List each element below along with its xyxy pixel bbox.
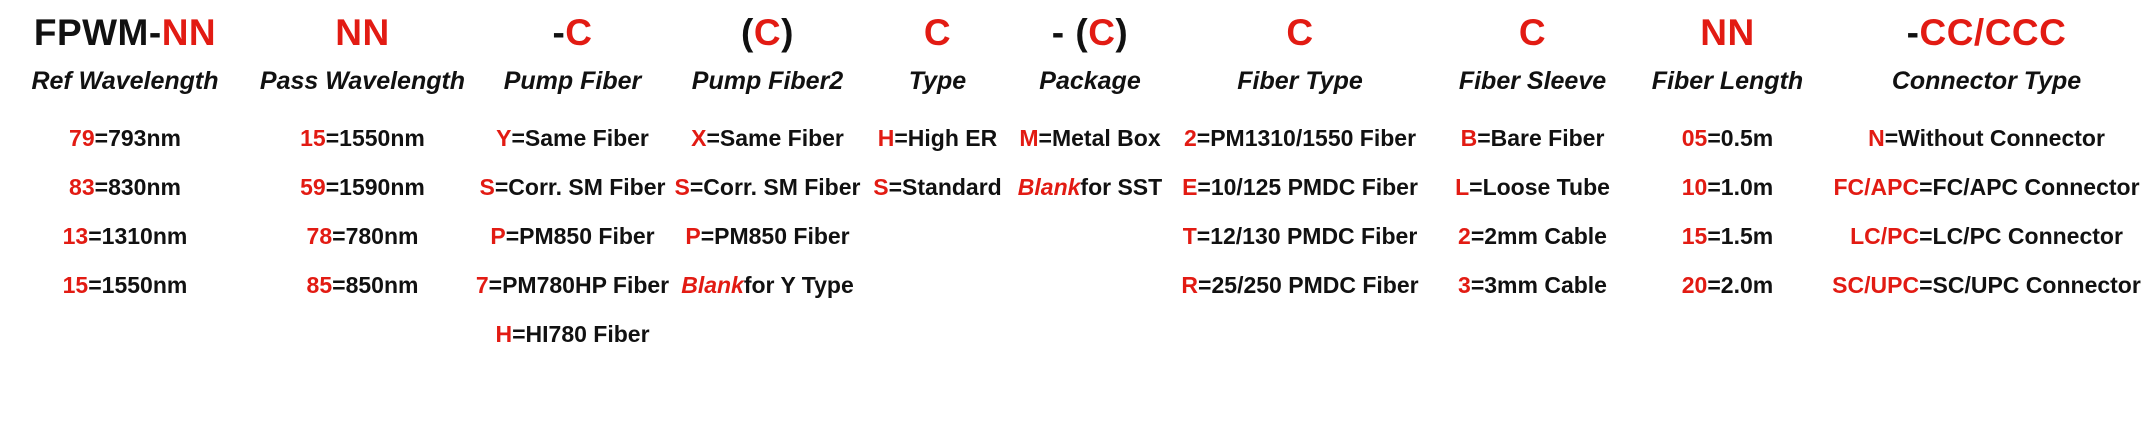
option-description: 850nm bbox=[345, 272, 419, 298]
option-separator: = bbox=[325, 174, 340, 200]
option-code: R bbox=[1181, 272, 1199, 298]
column-code bbox=[1907, 6, 2067, 58]
code-token: C bbox=[753, 11, 782, 53]
option-description: 780nm bbox=[345, 223, 419, 249]
column-header bbox=[1237, 58, 1363, 104]
column-header-text: Type bbox=[908, 66, 967, 95]
option-code: 20 bbox=[1681, 272, 1708, 298]
option-row bbox=[1455, 163, 1610, 212]
option-code: 79 bbox=[69, 125, 95, 151]
column-code-text bbox=[1906, 11, 2067, 53]
code-token: C bbox=[1286, 11, 1314, 53]
option-code: FC/APC bbox=[1833, 174, 1920, 200]
option-code: T bbox=[1182, 223, 1197, 249]
option-separator: = bbox=[689, 174, 704, 200]
option-row bbox=[476, 261, 669, 310]
option-row bbox=[1184, 114, 1416, 163]
column-code-text bbox=[1051, 11, 1129, 53]
column-header bbox=[31, 58, 218, 104]
column-code bbox=[924, 6, 951, 58]
column-code-text bbox=[1518, 11, 1547, 53]
option-row bbox=[1461, 114, 1605, 163]
option-separator: = bbox=[88, 272, 102, 298]
option-code: LC/PC bbox=[1850, 223, 1920, 249]
option-separator: = bbox=[325, 125, 340, 151]
option-row bbox=[63, 212, 188, 261]
option-separator: = bbox=[505, 223, 520, 249]
option-description: 3mm Cable bbox=[1484, 272, 1607, 298]
column-header bbox=[1459, 58, 1606, 104]
option-separator: = bbox=[706, 125, 720, 151]
option-code: 10 bbox=[1681, 174, 1708, 200]
option-description: SC/UPC Connector bbox=[1932, 272, 2141, 298]
option-code: 83 bbox=[69, 174, 95, 200]
option-code: H bbox=[877, 125, 895, 151]
option-row bbox=[1019, 114, 1160, 163]
option-code: N bbox=[1868, 125, 1885, 151]
code-token: NN bbox=[1700, 11, 1755, 53]
option-row bbox=[1850, 212, 2123, 261]
option-code: Blank bbox=[1017, 174, 1081, 200]
option-description: HI780 Fiber bbox=[525, 321, 650, 347]
column-code-text bbox=[923, 11, 952, 53]
option-description: PM780HP Fiber bbox=[502, 272, 670, 298]
option-row bbox=[878, 114, 998, 163]
option-code: 15 bbox=[300, 125, 326, 151]
option-description: 830nm bbox=[108, 174, 181, 200]
part-number-column bbox=[865, 6, 1010, 212]
column-header bbox=[504, 58, 642, 104]
option-separator: = bbox=[1477, 125, 1491, 151]
option-code: B bbox=[1460, 125, 1478, 151]
column-header-text: Fiber Type bbox=[1237, 66, 1363, 95]
code-prefix: - ( bbox=[1051, 11, 1089, 53]
column-options bbox=[865, 114, 1010, 212]
option-separator: = bbox=[94, 174, 109, 200]
option-code: L bbox=[1455, 174, 1470, 200]
column-header bbox=[1892, 58, 2081, 104]
column-header bbox=[1652, 58, 1803, 104]
option-row bbox=[685, 212, 849, 261]
option-description: 1.0m bbox=[1720, 174, 1774, 200]
option-description: 2.0m bbox=[1720, 272, 1774, 298]
code-prefix: - bbox=[552, 11, 566, 53]
option-description: Corr. SM Fiber bbox=[508, 174, 666, 200]
part-number-column bbox=[670, 6, 865, 310]
option-separator: = bbox=[332, 272, 346, 298]
option-separator: = bbox=[1707, 174, 1721, 200]
column-code bbox=[1286, 6, 1313, 58]
option-row bbox=[300, 114, 425, 163]
option-description: 1550nm bbox=[339, 125, 425, 151]
option-description: PM850 Fiber bbox=[714, 223, 850, 249]
option-code: 2 bbox=[1458, 223, 1471, 249]
column-code bbox=[552, 6, 592, 58]
option-row bbox=[1682, 163, 1773, 212]
code-token: NN bbox=[335, 11, 390, 53]
code-suffix: ) bbox=[1115, 11, 1129, 53]
column-options bbox=[1820, 114, 2153, 310]
option-code: 78 bbox=[306, 223, 333, 249]
option-separator: = bbox=[1707, 272, 1721, 298]
option-separator: = bbox=[1196, 223, 1211, 249]
option-description: 1550nm bbox=[101, 272, 188, 298]
option-separator: = bbox=[1470, 223, 1485, 249]
option-row bbox=[1832, 261, 2141, 310]
option-code: 3 bbox=[1458, 272, 1471, 298]
option-description: High ER bbox=[907, 125, 998, 151]
option-code: 7 bbox=[475, 272, 489, 298]
option-description: for SST bbox=[1080, 174, 1163, 200]
option-separator: = bbox=[88, 223, 102, 249]
option-code: 59 bbox=[300, 174, 326, 200]
option-row bbox=[1458, 212, 1607, 261]
option-separator: = bbox=[1707, 223, 1721, 249]
option-code: P bbox=[685, 223, 701, 249]
column-options bbox=[250, 114, 475, 310]
option-separator: = bbox=[1196, 125, 1211, 151]
column-options bbox=[1430, 114, 1635, 310]
option-code: 85 bbox=[306, 272, 333, 298]
option-description: PM1310/1550 Fiber bbox=[1210, 125, 1417, 151]
column-code-text bbox=[741, 11, 794, 53]
option-description: 10/125 PMDC Fiber bbox=[1210, 174, 1418, 200]
option-row bbox=[1868, 114, 2105, 163]
option-description: 12/130 PMDC Fiber bbox=[1210, 223, 1418, 249]
option-separator: = bbox=[1197, 174, 1211, 200]
column-header-text: Ref Wavelength bbox=[31, 66, 219, 95]
option-description: Corr. SM Fiber bbox=[703, 174, 861, 200]
column-header bbox=[692, 58, 843, 104]
code-token: C bbox=[1518, 11, 1547, 53]
column-header bbox=[909, 58, 966, 104]
option-description: 1590nm bbox=[339, 174, 425, 200]
column-code bbox=[34, 6, 216, 58]
option-row bbox=[300, 163, 425, 212]
option-row bbox=[307, 212, 419, 261]
option-row bbox=[1018, 163, 1162, 212]
column-code bbox=[1519, 6, 1546, 58]
option-description: LC/PC Connector bbox=[1932, 223, 2123, 249]
option-row bbox=[691, 114, 844, 163]
column-code bbox=[335, 6, 389, 58]
option-code: SC/UPC bbox=[1832, 272, 1920, 298]
option-separator: = bbox=[1469, 174, 1483, 200]
option-row bbox=[496, 114, 649, 163]
code-prefix: FPWM- bbox=[33, 11, 162, 53]
part-number-column bbox=[1170, 6, 1430, 310]
code-token: C bbox=[923, 11, 952, 53]
option-separator: = bbox=[1470, 272, 1485, 298]
option-description: Standard bbox=[902, 174, 1002, 200]
option-row bbox=[681, 261, 854, 310]
option-row bbox=[1682, 114, 1773, 163]
option-separator: = bbox=[494, 174, 509, 200]
option-description: 0.5m bbox=[1720, 125, 1774, 151]
column-header-text: Package bbox=[1039, 66, 1141, 95]
option-separator: = bbox=[512, 321, 526, 347]
option-description: 793nm bbox=[108, 125, 181, 151]
option-separator: = bbox=[1038, 125, 1052, 151]
column-code-text bbox=[552, 11, 593, 53]
option-row bbox=[873, 163, 1001, 212]
option-row bbox=[495, 310, 649, 359]
option-code: 13 bbox=[62, 223, 89, 249]
option-row bbox=[63, 261, 188, 310]
option-description: PM850 Fiber bbox=[519, 223, 655, 249]
option-separator: = bbox=[1198, 272, 1212, 298]
option-row bbox=[69, 163, 181, 212]
code-prefix: ( bbox=[741, 11, 754, 53]
code-prefix: - bbox=[1906, 11, 1920, 53]
column-header bbox=[260, 58, 465, 104]
column-header-text: Pump Fiber2 bbox=[691, 66, 844, 95]
option-row bbox=[1182, 163, 1418, 212]
option-row bbox=[1458, 261, 1607, 310]
option-description: Same Fiber bbox=[719, 125, 844, 151]
option-row bbox=[1183, 212, 1418, 261]
option-separator: = bbox=[1707, 125, 1721, 151]
column-header-text: Fiber Length bbox=[1651, 66, 1804, 95]
part-number-column bbox=[1635, 6, 1820, 310]
option-description: Without Connector bbox=[1898, 125, 2105, 151]
option-code: S bbox=[873, 174, 889, 200]
option-code: Blank bbox=[681, 272, 744, 298]
option-description: Bare Fiber bbox=[1490, 125, 1605, 151]
option-separator: = bbox=[94, 125, 109, 151]
option-row bbox=[1682, 212, 1773, 261]
code-suffix: ) bbox=[781, 11, 794, 53]
option-description: Same Fiber bbox=[524, 125, 649, 151]
option-separator: = bbox=[1884, 125, 1899, 151]
part-number-column bbox=[1010, 6, 1170, 212]
option-row bbox=[675, 163, 861, 212]
column-code bbox=[741, 6, 794, 58]
part-number-column bbox=[475, 6, 670, 359]
option-code: 2 bbox=[1183, 125, 1197, 151]
option-description: Metal Box bbox=[1051, 125, 1161, 151]
option-description: 1.5m bbox=[1720, 223, 1774, 249]
column-header-text: Connector Type bbox=[1891, 66, 2082, 95]
option-code: S bbox=[674, 174, 690, 200]
option-code: M bbox=[1019, 125, 1039, 151]
option-row bbox=[1181, 261, 1418, 310]
column-options bbox=[475, 114, 670, 359]
option-code: 15 bbox=[1681, 223, 1708, 249]
option-code: 15 bbox=[62, 272, 89, 298]
part-number-column bbox=[1430, 6, 1635, 310]
code-token: NN bbox=[161, 11, 217, 53]
option-code: H bbox=[495, 321, 513, 347]
column-options bbox=[670, 114, 865, 310]
option-row bbox=[1833, 163, 2139, 212]
part-number-column bbox=[250, 6, 475, 310]
column-code-text bbox=[335, 11, 390, 53]
column-options bbox=[1635, 114, 1820, 310]
option-row bbox=[307, 261, 419, 310]
part-number-columns bbox=[0, 6, 2153, 359]
column-code bbox=[1700, 6, 1754, 58]
part-number-column bbox=[1820, 6, 2153, 310]
column-code bbox=[1052, 6, 1129, 58]
option-code: P bbox=[490, 223, 506, 249]
option-description: Loose Tube bbox=[1482, 174, 1610, 200]
column-header-text: Pass Wavelength bbox=[259, 66, 466, 95]
column-options bbox=[1010, 114, 1170, 212]
code-token: CC/CCC bbox=[1919, 11, 2067, 53]
column-header-text: Fiber Sleeve bbox=[1458, 66, 1607, 95]
option-separator: = bbox=[700, 223, 715, 249]
option-separator: = bbox=[1919, 174, 1933, 200]
option-separator: = bbox=[888, 174, 903, 200]
option-code: 05 bbox=[1681, 125, 1708, 151]
column-code-text bbox=[1700, 11, 1755, 53]
option-row bbox=[490, 212, 654, 261]
option-row bbox=[1682, 261, 1773, 310]
option-separator: = bbox=[332, 223, 346, 249]
option-separator: = bbox=[894, 125, 908, 151]
option-code: Y bbox=[496, 125, 512, 151]
column-code-text bbox=[33, 11, 217, 53]
option-code: E bbox=[1182, 174, 1198, 200]
option-separator: = bbox=[1919, 272, 1933, 298]
option-description: 1310nm bbox=[101, 223, 188, 249]
column-code-text bbox=[1286, 11, 1314, 53]
option-description: for Y Type bbox=[743, 272, 854, 298]
part-number-column bbox=[0, 6, 250, 310]
column-header bbox=[1039, 58, 1140, 104]
option-description: 25/250 PMDC Fiber bbox=[1211, 272, 1419, 298]
option-row bbox=[69, 114, 181, 163]
option-description: FC/APC Connector bbox=[1932, 174, 2140, 200]
column-options bbox=[1170, 114, 1430, 310]
option-separator: = bbox=[1919, 223, 1933, 249]
column-options bbox=[0, 114, 250, 310]
code-token: C bbox=[1088, 11, 1116, 53]
option-row bbox=[480, 163, 666, 212]
option-separator: = bbox=[511, 125, 525, 151]
column-header-text: Pump Fiber bbox=[503, 66, 642, 95]
option-description: 2mm Cable bbox=[1484, 223, 1607, 249]
code-token: C bbox=[565, 11, 593, 53]
option-separator: = bbox=[488, 272, 503, 298]
option-code: S bbox=[479, 174, 495, 200]
option-code: X bbox=[691, 125, 707, 151]
